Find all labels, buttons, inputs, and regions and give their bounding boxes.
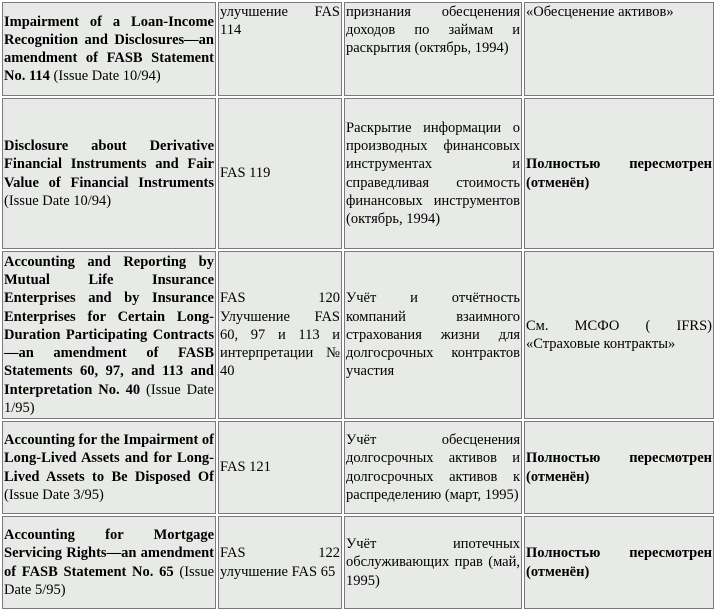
issue-date: (Issue Date 3/95): [4, 486, 104, 503]
status-text: Полностью пересмотрен (отменён): [526, 545, 712, 580]
standard-title: Impairment of a Loan-Income Recognition and Disclosures—an amendment of FASB Statement No. 114: [4, 13, 214, 85]
russian-title-cell: признания обесценения доходов по займам и раскрытия (октябрь, 1994): [344, 2, 522, 96]
standard-title: Accounting and Reporting by Mutual Life Insurance Enterprises and by Insurance Enterprises for Certain Long-Duration Participating Contracts—an amendment of FASB Statements 60, 97, and 113 and Interpretation No. 40: [4, 254, 214, 398]
status-cell: См. МСФО ( IFRS) «Страховые контракты»: [524, 251, 714, 419]
standard-title-cell: [2, 251, 216, 419]
issue-date: (Issue Date 10/94): [4, 192, 112, 209]
status-cell: «Обесценение активов»: [524, 2, 714, 96]
status-text: Полностью пересмотрен (отменён): [526, 450, 712, 485]
table-row: [2, 516, 714, 609]
status-cell: [524, 516, 714, 609]
russian-title-cell: Раскрытие информации о производных финансовых инструментах и справедливая стоимость финансовых инструментов (октябрь, 1994): [344, 98, 522, 249]
standard-title: Disclosure about Derivative Financial Instruments and Fair Value of Financial Instruments: [4, 138, 214, 191]
fas-cell: FAS 121: [218, 421, 342, 514]
table-row: [2, 421, 714, 514]
status-text: Полностью пересмотрен (отменён): [526, 156, 712, 191]
fas-cell: FAS 122 улучшение FAS 65: [218, 516, 342, 609]
russian-title-cell: Учёт обесценения долгосрочных активов и долгосрочных активов к распределению (март, 1995): [344, 421, 522, 514]
standard-title: Accounting for the Impairment of Long-Lived Assets and for Long-Lived Assets to Be Disposed Of: [4, 432, 214, 485]
russian-title-cell: Учёт ипотечных обслуживающих прав (май, 1995): [344, 516, 522, 609]
table-row: [2, 2, 714, 96]
standard-title: Accounting for Mortgage Servicing Rights—an amendment of FASB Statement No. 65: [4, 527, 214, 580]
status-cell: [524, 421, 714, 514]
standard-title-cell: [2, 98, 216, 249]
table-row: [2, 98, 714, 249]
issue-date: (Issue Date 10/94): [53, 68, 161, 85]
fas-cell: FAS 119: [218, 98, 342, 249]
fas-cell: улучшение FAS 114: [218, 2, 342, 96]
status-cell: [524, 98, 714, 249]
fas-cell: FAS 120 Улучшение FAS 60, 97 и 113 и интерпретации № 40: [218, 251, 342, 419]
standard-title-cell: [2, 2, 216, 96]
standard-title-cell: [2, 516, 216, 609]
russian-title-cell: Учёт и отчётность компаний взаимного страхования жизни для долгосрочных контрактов участия: [344, 251, 522, 419]
issue-date: (Issue Date 1/95): [4, 381, 214, 416]
issue-date: (Issue Date 5/95): [4, 563, 215, 598]
table-row: [2, 251, 714, 419]
standard-title-cell: [2, 421, 216, 514]
